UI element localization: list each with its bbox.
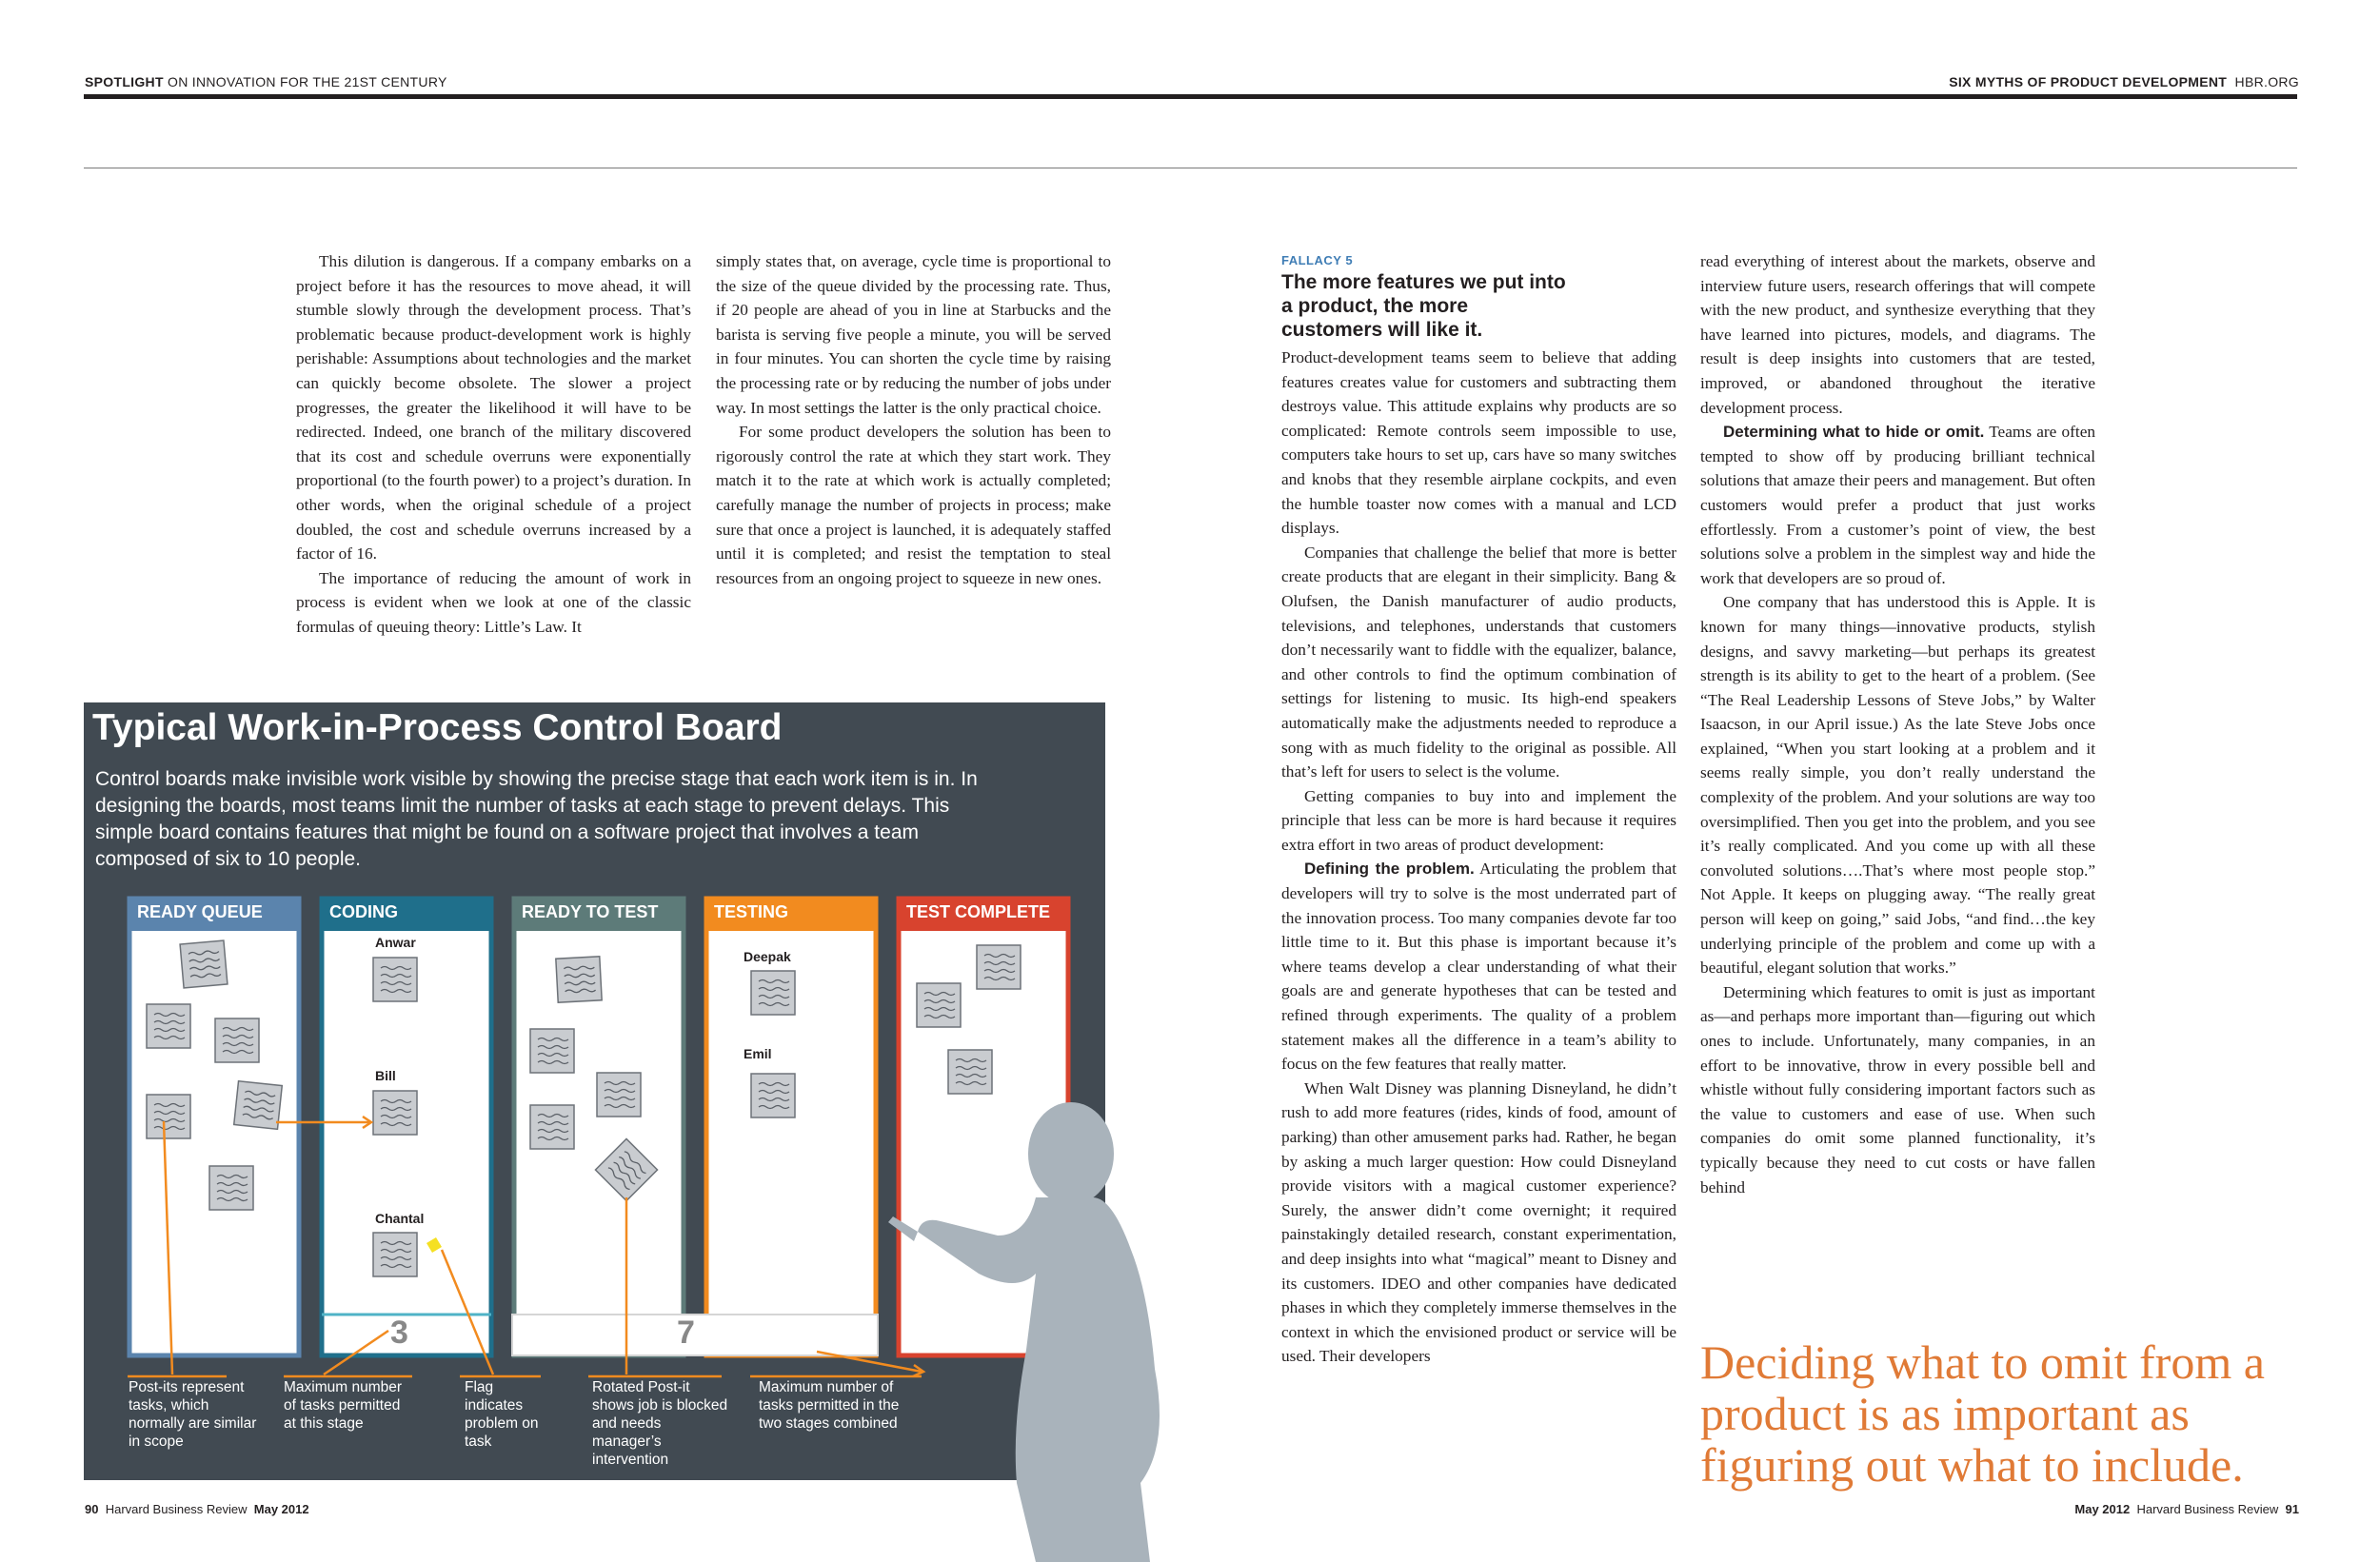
- paragraph: Getting companies to buy into and implement the principle that less can be more is hard because it requires extra effort in two areas of product development:: [1281, 786, 1676, 854]
- person-label: Deepak: [744, 949, 791, 964]
- fallacy-label: FALLACY 5: [1281, 253, 1354, 267]
- paragraph: For some product developers the solution has been to rigorously control the rate at which they start work. They match it to the rate at which work is actually completed; carefully manage the number of projects in process; make sure that once a project is launched, it is adequately staffed until it is completed; and resist the temptation to steal resources from an ongoing project to squeeze in new ones.: [716, 423, 1111, 587]
- left-column-1: [296, 249, 691, 640]
- running-header-right: SIX MYTHS OF PRODUCT DEVELOPMENT HBR.ORG: [1949, 74, 2299, 89]
- caption-flag: Flag indicates problem on task: [465, 1379, 539, 1450]
- post-it-note: [373, 958, 417, 1001]
- paragraph: One company that has understood this is Apple. It is known for many things—innovative products, stylish designs, and savvy marketing—but perhaps its greatest strength is its ability to get to the heart of a problem. (See “The Real Leadership Lessons of Steve Jobs,” by Walter Isaacson, in our April issue.) As the late Steve Jobs once explained, “When you start looking at a problem and it seems really simple, you don’t really understand the complexity of the problem. And your solutions are way too oversimplified. Then you get into the problem, and you see it’s really complicated. And you come up with all these convoluted solutions….That’s where most people stop.” Not Apple. It keeps on plugging away. “The really great person will keep on going,” said Jobs, “and find…the key underlying principle of the problem and come up with a beautiful, elegant solution that works.”: [1700, 593, 2095, 978]
- paragraph: Defining the problem. Articulating the problem that developers will try to solve is the most underrated part of the innovation process. Too many companies devote far too little time to it. But this phase is important because it’s where teams develop a clear understanding of what their goals are and generate hypotheses that can be tested and refined through experiments. The quality of a problem statement makes all the difference in a team’s ability to focus on the few features that really matter.: [1281, 860, 1676, 1074]
- stage-limit-number: 7: [677, 1315, 695, 1351]
- post-it-note: [209, 1166, 253, 1210]
- paragraph: This dilution is dangerous. If a company embarks on a project before it has the resources to move ahead, it will stumble slowly through the development process. That’s problematic because product-development work is highly perishable: Assumptions about technologies and the market can quickly become obsolete. The slower a project progresses, the greater the likelihood it will have to be redirected. Indeed, one branch of the military discovered that its cost and schedule overruns were exponentially proportional (to the fourth power) to a project’s duration. In other words, when the original schedule of a project doubled, the cost and schedule overruns increased by a factor of 16.: [296, 252, 691, 564]
- column-header-ready-queue: READY QUEUE: [137, 902, 263, 921]
- stage-limit-number: 3: [390, 1315, 408, 1351]
- caption-post-its: Post-its represent tasks, which normally are similar in scope: [129, 1379, 257, 1450]
- fallacy-title: The more features we put into a product, the more customers will like it.: [1281, 271, 1566, 341]
- post-it-note: [948, 1050, 992, 1094]
- column-testing: [704, 897, 878, 1355]
- post-it-note: [751, 1074, 795, 1117]
- post-it-note: [597, 1073, 641, 1117]
- paragraph: Determining what to hide or omit. Teams are often tempted to show off by producing brilliant technical solutions that amaze their peers and management. But often customers would prefer a product that just works effortlessly. From a customer’s point of view, the best solutions solve a problem in the simplest way and hide the work that developers are so proud of.: [1700, 423, 2096, 587]
- post-it-note: [215, 1018, 259, 1062]
- header-rule: [84, 94, 2297, 99]
- post-it-note: [917, 983, 961, 1027]
- post-it-note: [530, 1029, 574, 1073]
- right-column-1: [1281, 346, 1676, 1369]
- person-label: Emil: [744, 1046, 772, 1061]
- paragraph: Companies that challenge the belief that more is better create products that are elegant in their simplicity. Bang & Olufsen, the Danish manufacturer of audio products, televisions, and telephones, understands that customers don’t necessarily want to fiddle with the equalizer, balance, and other controls to find the optimum combination of settings for listening to music. Its high-end speakers automatically make the adjustments needed to reproduce a song with as much fidelity to the original as possible. All that’s left for users to select is the volume.: [1281, 543, 1676, 781]
- folio-left: 90 Harvard Business Review May 2012: [85, 1502, 309, 1516]
- left-column-2: [716, 249, 1111, 590]
- post-it-note: [373, 1091, 417, 1135]
- running-header-left: SPOTLIGHT ON INNOVATION FOR THE 21ST CENTURY: [85, 74, 447, 89]
- post-it-note: [977, 945, 1021, 989]
- post-it-note: [530, 1105, 574, 1149]
- post-it-note: [373, 1233, 417, 1276]
- column-header-ready-to-test: READY TO TEST: [522, 902, 659, 921]
- post-it-note: [556, 957, 602, 1002]
- caption-rotated-postit: Rotated Post-it shows job is blocked and needs manager’s intervention: [592, 1379, 728, 1468]
- paragraph: The importance of reducing the amount of work in process is evident when we look at one of the classic formulas of queuing theory: Little’s Law. It: [296, 568, 691, 636]
- column-header-coding: CODING: [329, 902, 398, 921]
- person-label: Chantal: [375, 1211, 425, 1226]
- subhead-hide-or-omit: Determining what to hide or omit.: [1723, 423, 1985, 442]
- column-header-test-complete: TEST COMPLETE: [906, 902, 1051, 921]
- person-label: Anwar: [375, 935, 416, 950]
- post-it-note: [180, 940, 228, 988]
- right-column-2: [1700, 249, 2095, 1199]
- paragraph: simply states that, on average, cycle time is proportional to the size of the queue divided by the processing rate. Thus, if 20 people are ahead of you in line at Starbucks and the barista is serving five people a minute, you will be served in four minutes. You can shorten the cycle time by raising the processing rate or by reducing the number of jobs under way. In most settings the latter is the only practical choice.: [716, 252, 1111, 417]
- board-description: Control boards make invisible work visible by showing the precise stage that each work item is in. In designing the boards, most teams limit the number of tasks at each stage to prevent delays. This simple board contains features that might be found on a software project that involves a team composed of six to 10 people.: [95, 768, 978, 870]
- subhead-defining-problem: Defining the problem.: [1304, 860, 1475, 879]
- post-it-note: [751, 971, 795, 1015]
- post-it-note: [147, 1095, 190, 1138]
- post-it-note: [147, 1004, 190, 1048]
- paragraph: Determining which features to omit is just as important as—and perhaps more important than—figuring out which ones to include. Unfortunately, many companies, in an effort to be innovative, throw in every possible bell and whistle without fully considering important factors such as the value to customers and ease of use. When such companies do omit some planned functionality, it’s typically because they need to cut costs or have fallen behind: [1700, 982, 2095, 1196]
- paragraph: When Walt Disney was planning Disneyland, he didn’t rush to add more features (rides, kinds of food, amount of parking) than other amusement parks had. Rather, he began by asking a much larger question: How could Disneyland provide visitors with a magical customer experience? Surely, the answer didn’t come overnight; it required painstakingly detailed research, constant experimentation, and deep insights into what “magical” meant to Disney and its customers. IDEO and other companies have dedicated phases in which they completely immerse themselves in the context in which the envisioned product or service will be used. Their developers: [1281, 1078, 1676, 1366]
- paragraph: Product-development teams seem to believe that adding features creates value for customers and subtracting them destroys value. This attitude explains why products are so complicated: Remote controls seem impossible to use, computers take hours to set up, cars have so many switches and knobs that they resemble airplane cockpits, and even the humble toaster now comes with a manual and LCD displays.: [1281, 348, 1676, 538]
- post-it-note: [234, 1081, 283, 1130]
- caption-combined-limit: Maximum number of tasks permitted in the two stages combined: [759, 1379, 900, 1432]
- person-label: Bill: [375, 1068, 396, 1083]
- column-header-testing: TESTING: [714, 902, 789, 921]
- caption-max-tasks: Maximum number of tasks permitted at this stage: [284, 1379, 403, 1432]
- pull-quote: Deciding what to omit from a product is as important as figuring out what to include.: [1700, 1335, 2265, 1492]
- paragraph: read everything of interest about the markets, observe and interview future users, research offerings that will compete with the new product, and synthesize everything that they have learned into pictures, models, and diagrams. The result is deep insights into customers that are tested, improved, or abandoned throughout the iterative development process.: [1700, 252, 2095, 417]
- board-title: Typical Work-in-Process Control Board: [92, 707, 783, 748]
- folio-right: May 2012 Harvard Business Review 91: [2074, 1502, 2299, 1516]
